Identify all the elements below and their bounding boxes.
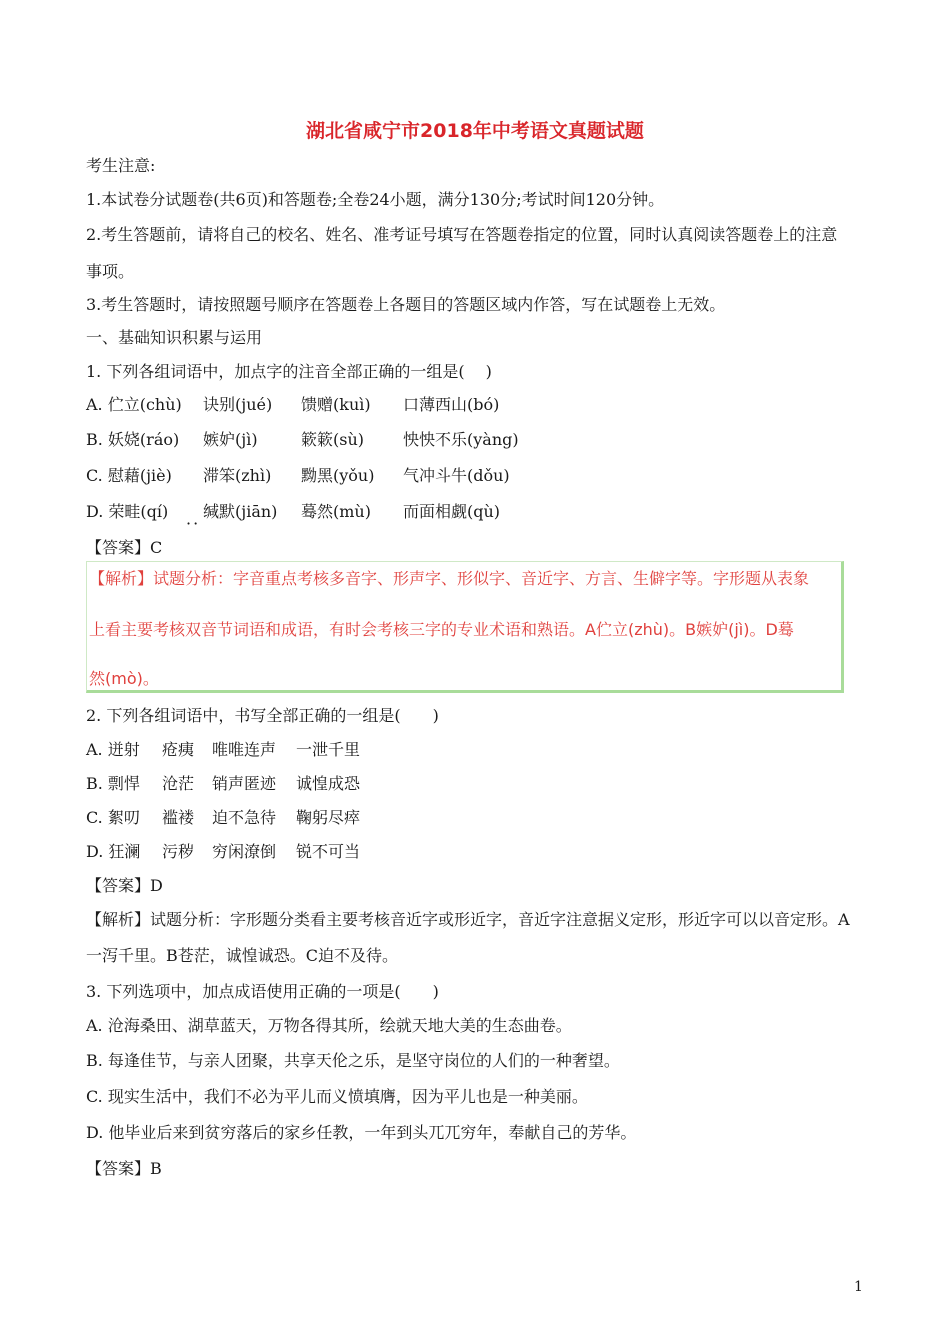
- q2-b-2: 沧茫: [162, 774, 195, 793]
- q3-option-d: D. 他毕业后来到贫穷落后的家乡任教，一年到头兀兀穷年，奉献自己的芳华。: [86, 1123, 637, 1142]
- q3-answer: 【答案】B: [86, 1159, 162, 1178]
- notice-item-2: 2.考生答题前，请将自己的校名、姓名、准考证号填写在答题卷指定的位置，同时认真阅读答题卷上的注意: [86, 225, 838, 244]
- notice-item-1: 1.本试卷分试题卷(共6页)和答题卷;全卷24小题，满分130分;考试时间120分钟。: [86, 190, 665, 209]
- q1-b-3: 簌簌(sù): [301, 430, 365, 449]
- page-number: 1: [854, 1279, 863, 1295]
- q3-stem: 3. 下列选项中，加点成语使用正确的一项是( ): [86, 982, 439, 1001]
- q2-b-4: 诚惶成恐: [296, 774, 361, 793]
- q1-c-4: 气冲斗牛(dǒu): [403, 466, 510, 485]
- q2-analysis-line-2: 一泻千里。B苍茫，诚惶诚恐。C迫不及待。: [86, 946, 399, 965]
- q2-option-c: [86, 808, 360, 828]
- q2-option-b: [86, 774, 360, 794]
- q2-c-4: 鞠躬尽瘁: [296, 808, 361, 827]
- q1-analysis-line-3: 然(mò)。: [89, 669, 159, 688]
- emphasis-dots: ··: [186, 514, 201, 533]
- q1-stem: 1. 下列各组词语中，加点字的注音全部正确的一组是( ): [86, 362, 492, 381]
- q1-analysis-line-2: 上看主要考核双音节词语和成语，有时会考核三字的专业术语和熟语。A伫立(zhù)。B嫉妒(jì)。D蓦: [89, 620, 794, 639]
- q2-d-3: 穷闲潦倒: [212, 842, 277, 861]
- q1-c-1: C. 慰藉(jiè): [86, 466, 172, 485]
- q2-c-3: 迫不急待: [212, 808, 277, 827]
- q1-c-2: 滞笨(zhì): [203, 466, 272, 485]
- q1-answer: 【答案】C: [86, 538, 163, 557]
- q2-analysis-line-1: 【解析】试题分析：字形题分类看主要考核音近字或形近字，音近字注意据义定形，形近字可以以音定形。A: [86, 910, 850, 929]
- q2-d-4: 锐不可当: [296, 842, 361, 861]
- q3-option-a: A. 沧海桑田、湖草蓝天，万物各得其所，绘就天地大美的生态曲卷。: [86, 1016, 572, 1035]
- q2-d-1: D. 狂澜: [86, 842, 141, 861]
- q1-d-2: 缄默(jiān): [203, 502, 278, 521]
- q2-option-a: [86, 740, 360, 760]
- q2-stem: 2. 下列各组词语中，书写全部正确的一组是( ): [86, 706, 439, 725]
- q1-b-4: 怏怏不乐(yàng): [403, 430, 519, 449]
- q1-option-b: [86, 430, 519, 450]
- q1-d-1: D. 荣畦(qí): [86, 502, 169, 521]
- section-heading: 一、基础知识积累与运用: [86, 328, 263, 347]
- q2-a-2: 疮痍: [162, 740, 195, 759]
- q1-a-2: 诀别(jué): [203, 395, 273, 414]
- q3-option-b: B. 每逢佳节，与亲人团聚，共享天伦之乐，是坚守岗位的人们的一种奢望。: [86, 1051, 620, 1070]
- q1-b-1: B. 妖娆(ráo): [86, 430, 180, 449]
- q1-option-a: [86, 395, 499, 415]
- q1-analysis-line-1: 【解析】试题分析：字音重点考核多音字、形声字、形似字、音近字、方言、生僻字等。字形题从表象: [89, 569, 810, 588]
- q1-a-4: 口薄西山(bó): [403, 395, 500, 414]
- notice-heading: 考生注意:: [86, 156, 156, 175]
- q2-answer: 【答案】D: [86, 876, 163, 895]
- q1-b-2: 嫉妒(jì): [203, 430, 258, 449]
- q1-analysis-box: [86, 561, 844, 693]
- notice-item-3: 3.考生答题时，请按照题号顺序在答题卷上各题目的答题区域内作答，写在试题卷上无效。: [86, 295, 726, 314]
- q1-d-4: 而面相觑(qù): [403, 502, 501, 521]
- q2-a-3: 唯唯连声: [212, 740, 277, 759]
- notice-item-2-cont: 事项。: [86, 262, 135, 281]
- q1-option-d: [86, 502, 500, 522]
- q2-c-2: 褴褛: [162, 808, 195, 827]
- q2-a-4: 一泄千里: [296, 740, 361, 759]
- q3-option-c: C. 现实生活中，我们不必为平儿而义愤填膺，因为平儿也是一种美丽。: [86, 1087, 588, 1106]
- q2-b-3: 销声匿迹: [212, 774, 277, 793]
- q2-d-2: 污秽: [162, 842, 195, 861]
- q1-option-c: [86, 466, 510, 486]
- q2-a-1: A. 迸射: [86, 740, 140, 759]
- q1-a-3: 馈赠(kuì): [301, 395, 371, 414]
- q2-c-1: C. 絮叨: [86, 808, 140, 827]
- page-title: 湖北省咸宁市2018年中考语文真题试题: [306, 120, 644, 142]
- q2-option-d: [86, 842, 360, 862]
- q1-d-3: 蓦然(mù): [301, 502, 371, 521]
- q1-a-1: A. 伫立(chù): [86, 395, 182, 414]
- q1-c-3: 黝黑(yǒu): [301, 466, 375, 485]
- q2-b-1: B. 剽悍: [86, 774, 140, 793]
